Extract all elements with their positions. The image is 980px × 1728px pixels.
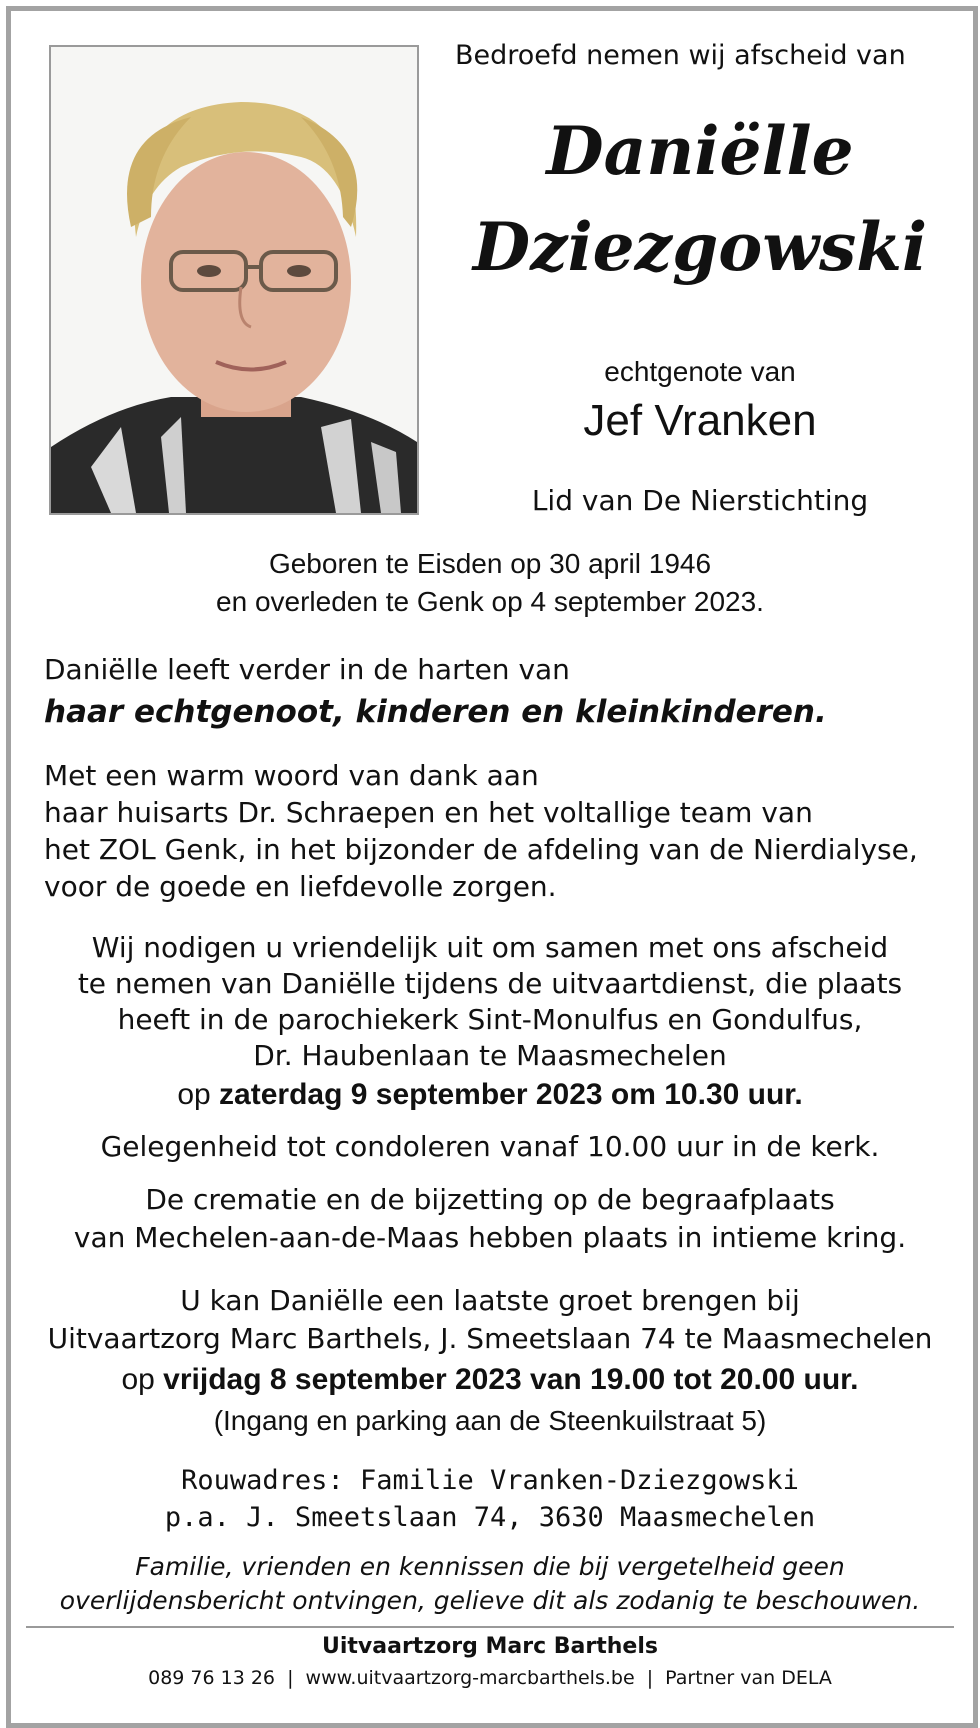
notice-line: Familie, vrienden en kennissen die bij vergetelheid geen xyxy=(135,1552,845,1581)
footer-company: Uitvaartzorg Marc Barthels xyxy=(322,1634,658,1659)
portrait-illustration xyxy=(51,47,417,513)
birth-line: Geboren te Eisden op 30 april 1946 xyxy=(268,548,712,579)
footer-separator: | xyxy=(646,1667,654,1689)
intro-text: Bedroefd nemen wij afscheid van xyxy=(455,40,906,71)
deceased-first-name: Daniëlle xyxy=(546,112,854,190)
invitation-line: Dr. Haubenlaan te Maasmechelen xyxy=(253,1039,727,1072)
cremation-line: De crematie en de bijzetting op de begraafplaats xyxy=(145,1183,835,1216)
visit-note: (Ingang en parking aan de Steenkuilstraat 5) xyxy=(213,1405,767,1436)
service-prefix: op xyxy=(177,1078,211,1111)
spouse-label: echtgenote van xyxy=(604,356,796,387)
service-date: zaterdag 9 september 2023 om 10.30 uur. xyxy=(219,1078,803,1111)
address-line: Rouwadres: Familie Vranken-Dziezgowski xyxy=(181,1465,799,1496)
thanks-line: het ZOL Genk, in het bijzonder de afdeling van de Nierdialyse, xyxy=(44,833,918,866)
footer-partner: Partner van DELA xyxy=(665,1667,832,1689)
last-greeting-block xyxy=(0,1282,980,1358)
invitation-line: heeft in de parochiekerk Sint-Monulfus en Gondulfus, xyxy=(117,1003,863,1036)
invitation-line: te nemen van Daniëlle tijdens de uitvaartdienst, die plaats xyxy=(77,967,903,1000)
remembered-line: Daniëlle leeft verder in de harten van xyxy=(44,653,570,686)
address-block xyxy=(0,1462,980,1536)
footer-divider xyxy=(26,1626,954,1628)
visit-prefix: op xyxy=(121,1363,155,1396)
deceased-last-name: Dziezgowski xyxy=(472,208,928,286)
birth-death-block xyxy=(0,545,980,621)
address-line: p.a. J. Smeetslaan 74, 3630 Maasmechelen xyxy=(164,1502,816,1533)
footer-contact xyxy=(0,1667,980,1689)
notice-block xyxy=(0,1550,980,1618)
last-greeting-line: Uitvaartzorg Marc Barthels, J. Smeetslaan 74 te Maasmechelen xyxy=(47,1322,933,1355)
condolences-text: Gelegenheid tot condoleren vanaf 10.00 uur in de kerk. xyxy=(100,1130,880,1163)
invitation-block xyxy=(0,930,980,1074)
visit-date: vrijdag 8 september 2023 van 19.00 tot 20.00 uur. xyxy=(163,1363,859,1396)
membership-text: Lid van De Nierstichting xyxy=(531,484,869,517)
last-greeting-line: U kan Daniëlle een laatste groet brengen bij xyxy=(180,1284,800,1317)
portrait-photo xyxy=(49,45,419,515)
cremation-line: van Mechelen-aan-de-Maas hebben plaats in intieme kring. xyxy=(73,1221,907,1254)
thanks-line: haar huisarts Dr. Schraepen en het voltallige team van xyxy=(44,796,813,829)
spouse-name: Jef Vranken xyxy=(583,396,817,445)
footer-phone: 089 76 13 26 xyxy=(148,1667,276,1689)
death-line: en overleden te Genk op 4 september 2023. xyxy=(216,586,764,617)
invitation-line: Wij nodigen u vriendelijk uit om samen met ons afscheid xyxy=(91,931,889,964)
service-line xyxy=(0,1078,980,1112)
footer-separator: | xyxy=(287,1667,294,1689)
notice-line: overlijdensbericht ontvingen, gelieve dit als zodanig te beschouwen. xyxy=(59,1586,921,1615)
footer-website: www.uitvaartzorg-marcbarthels.be xyxy=(305,1667,635,1689)
thanks-block xyxy=(44,757,918,905)
cremation-block xyxy=(0,1181,980,1257)
thanks-line: Met een warm woord van dank aan xyxy=(44,759,539,792)
thanks-line: voor de goede en liefdevolle zorgen. xyxy=(44,870,557,903)
remembered-family: haar echtgenoot, kinderen en kleinkinderen. xyxy=(44,694,827,730)
visit-line xyxy=(0,1363,980,1397)
